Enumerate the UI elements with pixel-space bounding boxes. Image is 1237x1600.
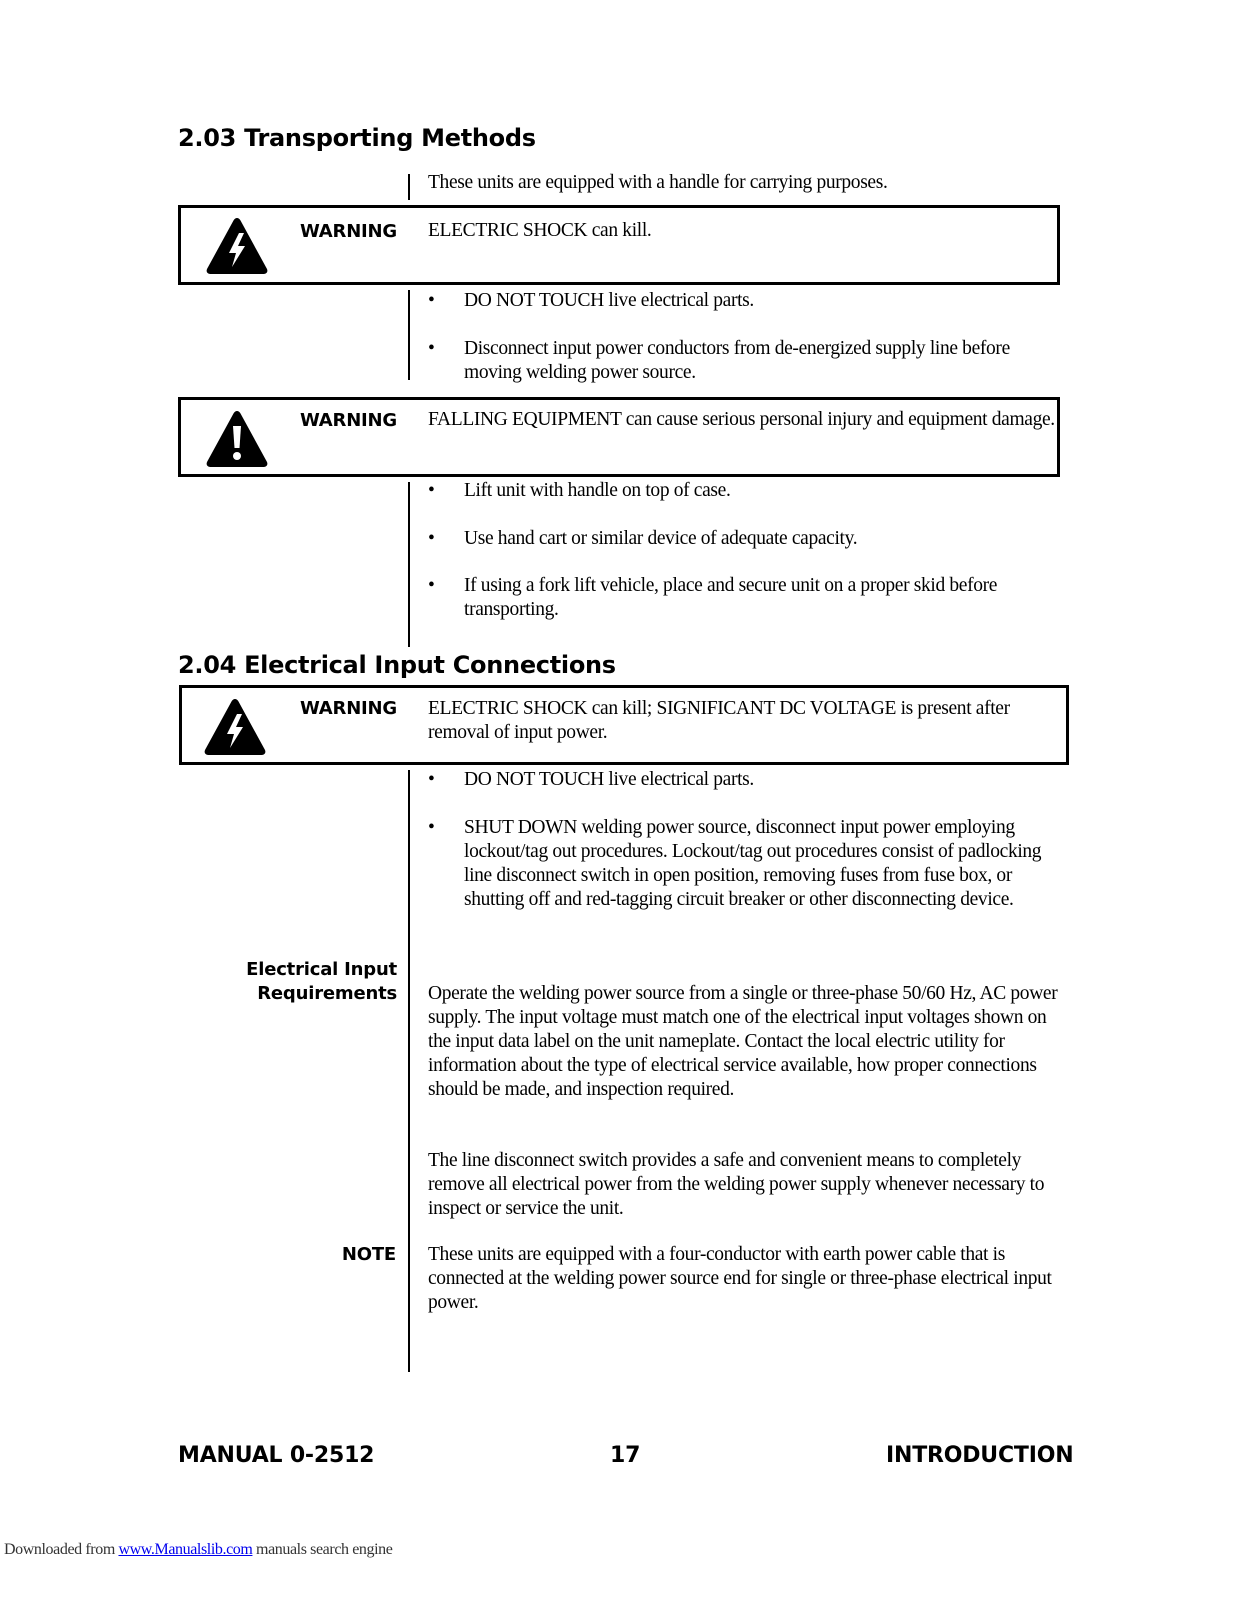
footer-page-number: 17: [610, 1443, 641, 1468]
section-title-2-03: 2.03 Transporting Methods: [178, 124, 536, 152]
list-item: Disconnect input power conductors from de-energized supply line before moving welding power source.: [464, 338, 1010, 383]
warning-label: WARNING: [299, 698, 397, 719]
list-item: Use hand cart or similar device of adequate capacity.: [464, 528, 858, 549]
bullet-mark: •: [428, 480, 435, 501]
margin-rule: [408, 482, 410, 647]
warning-label: WARNING: [299, 221, 397, 242]
margin-rule: [408, 174, 410, 200]
section-title-2-04: 2.04 Electrical Input Connections: [178, 651, 616, 679]
download-prefix: Downloaded from: [4, 1541, 119, 1558]
warning-box-falling-equipment: [178, 397, 1060, 477]
list-item: Lift unit with handle on top of case.: [464, 480, 731, 501]
requirements-label-line2: Requirements: [257, 983, 397, 1004]
requirements-paragraph-1: Operate the welding power source from a single or three-phase 50/60 Hz, AC power supply. The input voltage must match one of the electrical input voltages shown on the input data label on the unit nameplate. Contact the local electric utility for information about the type of electrical service available, how proper connections should be made, and inspection required.: [428, 983, 1058, 1100]
footer-manual-number: MANUAL 0-2512: [178, 1443, 375, 1468]
warning-box-dc-voltage: [179, 685, 1069, 765]
warning-text: ELECTRIC SHOCK can kill; SIGNIFICANT DC VOLTAGE is present after removal of input power.: [428, 698, 1010, 743]
margin-rule: [408, 290, 410, 380]
bullet-mark: •: [428, 817, 435, 838]
exclamation-warning-icon: [203, 408, 271, 470]
download-suffix: manuals search engine: [252, 1541, 393, 1558]
requirements-paragraph-2: The line disconnect switch provides a safe and convenient means to completely remove all electrical power from the welding power supply whenever necessary to inspect or service the unit.: [428, 1150, 1045, 1219]
bullet-mark: •: [428, 528, 435, 549]
transport-intro: These units are equipped with a handle for carrying purposes.: [428, 172, 888, 193]
footer-section-name: INTRODUCTION: [886, 1443, 1074, 1468]
requirements-label: [200, 958, 397, 1006]
list-item: If using a fork lift vehicle, place and secure unit on a proper skid before transporting.: [464, 575, 998, 620]
bullet-mark: •: [428, 338, 435, 359]
manualslib-link[interactable]: www.Manualslib.com: [118, 1541, 253, 1558]
bullet-mark: •: [428, 290, 435, 311]
warning-box-electric-shock: [178, 205, 1060, 285]
bullet-mark: •: [428, 769, 435, 790]
list-item: SHUT DOWN welding power source, disconnect input power employing lockout/tag out procedures. Lockout/tag out procedures consist of padlocking line disconnect switch in open position, removing fuses from fuse box, or shutting off and red-tagging circuit breaker or other disconnecting device.: [464, 817, 1042, 910]
note-label: NOTE: [341, 1244, 396, 1265]
electric-shock-icon: [203, 215, 271, 277]
margin-rule: [408, 770, 410, 1372]
warning-text: FALLING EQUIPMENT can cause serious personal injury and equipment damage.: [428, 409, 1055, 430]
requirements-label-line1: Electrical Input: [246, 959, 397, 980]
list-item: DO NOT TOUCH live electrical parts.: [464, 290, 754, 311]
bullet-mark: •: [428, 575, 435, 596]
electric-shock-icon: [201, 696, 269, 758]
warning-label: WARNING: [299, 410, 397, 431]
note-text: These units are equipped with a four-conductor with earth power cable that is connected at the welding power source end for single or three-phase electrical input power.: [428, 1244, 1052, 1313]
list-item: DO NOT TOUCH live electrical parts.: [464, 769, 754, 790]
download-notice: [4, 1541, 392, 1559]
warning-text: ELECTRIC SHOCK can kill.: [428, 220, 652, 241]
